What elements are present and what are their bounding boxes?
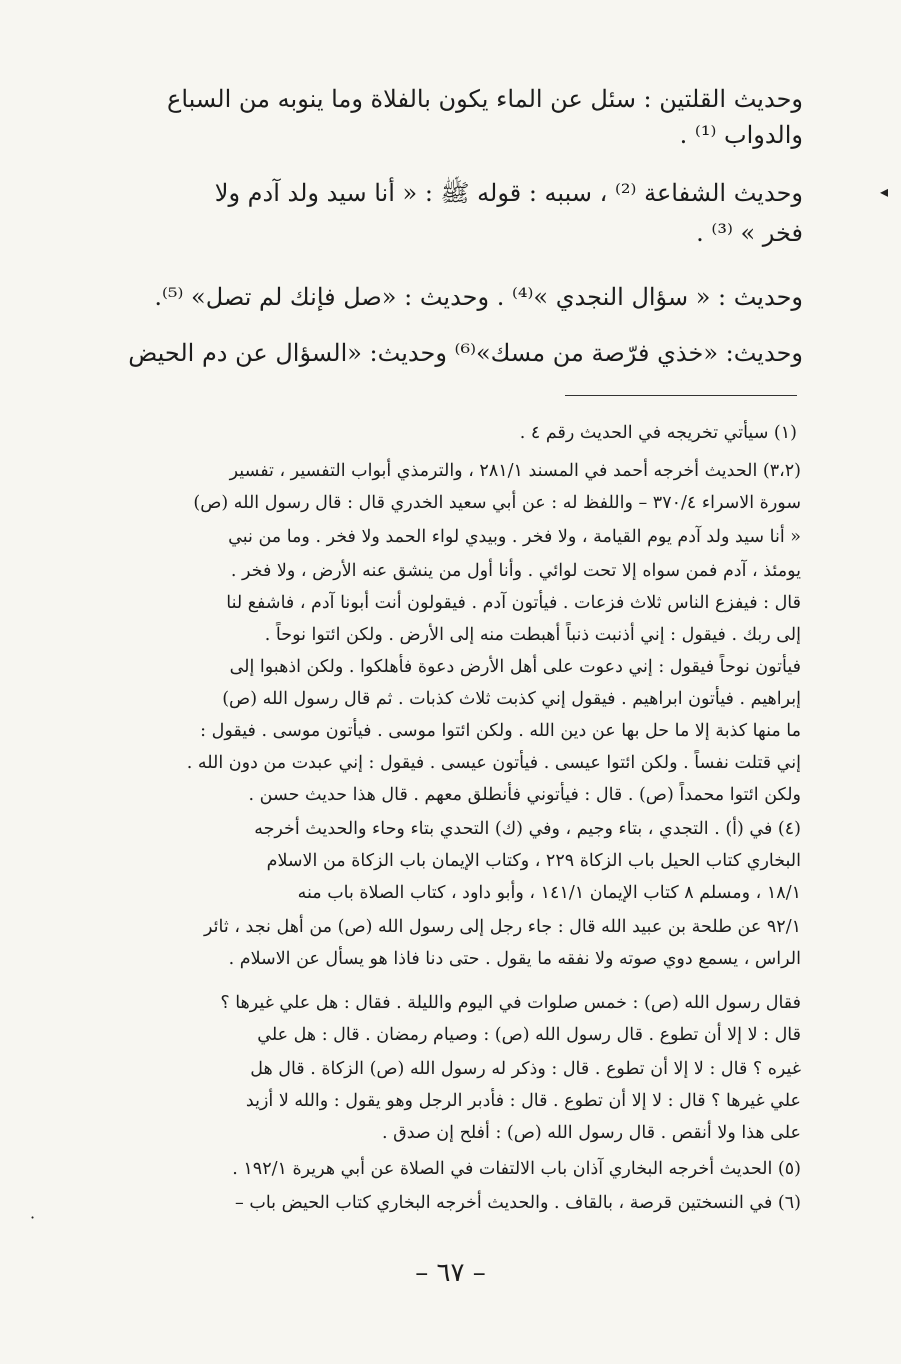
footnote-line: على هذا ولا أنقص . قال رسول الله (ص) : أفلح إن صدق . bbox=[381, 1123, 801, 1143]
footnote-line: (٥) الحديث أخرجه البخاري آذان باب الالتفات في الصلاة عن أبي هريرة ١٩٢/١ . bbox=[232, 1159, 801, 1179]
footnote-line: يومئذ ، آدم فمن سواه إلا تحت لوائي . وأنا أول من ينشق عنه الأرض ، ولا فخر . bbox=[230, 561, 801, 581]
footnote-line: غيره ؟ قال : لا إلا أن تطوع . قال : وذكر له رسول الله (ص) الزكاة . قال هل bbox=[250, 1059, 801, 1079]
footnote-line: (٦) في النسختين قرصة ، بالقاف . والحديث أخرجه البخاري كتاب الحيض باب – bbox=[235, 1193, 801, 1213]
footnote-line: (٣،٢) الحديث أخرجه أحمد في المسند ٢٨١/١ ، والترمذي أبواب التفسير ، تفسير bbox=[229, 461, 801, 481]
footnote-line: علي غيرها ؟ قال : لا إلا أن تطوع . قال : فأدبر الرجل وهو يقول : والله لا أزيد bbox=[245, 1091, 801, 1111]
footnote-line: البخاري كتاب الحيل باب الزكاة ٢٢٩ ، وكتاب الإيمان باب الزكاة من الاسلام bbox=[266, 851, 801, 871]
footnote-line: فيأتون نوحاً فيقول : إني دعوت على أهل الأرض دعوة فأهلكوا . ولكن اذهبوا إلى bbox=[229, 657, 801, 677]
footnote-line: ١٨/١ ، ومسلم ٨ كتاب الإيمان ١٤١/١ ، وأبو داود ، كتاب الصلاة باب منه bbox=[297, 883, 801, 903]
margin-mark: ◂ bbox=[880, 182, 889, 201]
footnote-line: سورة الاسراء ٣٧٠/٤ – واللفظ له : عن أبي سعيد الخدري قال : قال رسول الله (ص) bbox=[193, 493, 801, 513]
footnote-line: إلى ربك . فيقول : إني أذنبت ذنباً أهبطت منه إلى الأرض . ولكن ائتوا نوحاً . bbox=[264, 625, 801, 645]
main-text-line: فخر » ⁽³⁾ . bbox=[696, 219, 803, 247]
footnote-line: « أنا سيد ولد آدم يوم القيامة ، ولا فخر . وبيدي لواء الحمد ولا فخر . وما من نبي bbox=[228, 527, 801, 547]
footnote-line: قال : فيفزع الناس ثلاث فزعات . فيأتون آدم . فيقولون أنت أبونا آدم ، فاشفع لنا bbox=[226, 593, 801, 613]
footnote-line: فقال رسول الله (ص) : خمس صلوات في اليوم والليلة . فقال : هل علي غيرها ؟ bbox=[220, 993, 801, 1013]
footnote-line: ولكن ائتوا محمداً (ص) . قال : فيأتوني فأنطلق معهم . قال هذا حديث حسن . bbox=[248, 785, 801, 805]
footnote-line: ٩٢/١ عن طلحة بن عبيد الله قال : جاء رجل إلى رسول الله (ص) من أهل نجد ، ثائر bbox=[204, 917, 801, 937]
footnote-line: الراس ، يسمع دوي صوته ولا نفقه ما يقول . حتى دنا فاذا هو يسأل عن الاسلام . bbox=[228, 949, 801, 969]
footnote-line: (١) سيأتي تخريجه في الحديث رقم ٤ . bbox=[519, 423, 797, 443]
footnote-separator bbox=[565, 395, 797, 396]
main-text-line: وحديث: «خذي فرّصة من مسك»⁽⁶⁾ وحديث: «السؤال عن دم الحيض bbox=[128, 339, 803, 367]
margin-mark: · bbox=[30, 1208, 36, 1227]
page-number: – ٦٧ – bbox=[415, 1258, 486, 1288]
footnote-line: ما منها كذبة إلا ما حل بها عن دين الله . ولكن ائتوا موسى . فيأتون موسى . فيقول : bbox=[200, 721, 801, 741]
main-text-line: والدواب ⁽¹⁾ . bbox=[679, 121, 803, 149]
footnote-line: إبراهيم . فيأتون ابراهيم . فيقول إني كذبت ثلاث كذبات . ثم قال رسول الله (ص) bbox=[222, 689, 801, 709]
main-text-line: وحديث الشفاعة ⁽²⁾ ، سببه : قوله ﷺ : « أنا سيد ولد آدم ولا bbox=[214, 179, 803, 207]
footnote-line: إني قتلت نفساً . ولكن ائتوا عيسى . فيأتون عيسى . فيقول : إني عبدت من دون الله . bbox=[186, 753, 801, 773]
main-text-line: وحديث القلتين : سئل عن الماء يكون بالفلاة وما ينوبه من السباع bbox=[167, 85, 803, 113]
footnote-line: (٤) في (أ) . التجدي ، بتاء وجيم ، وفي (ك) التحدي بتاء وحاء والحديث أخرجه bbox=[254, 819, 801, 839]
footnote-line: قال : لا إلا أن تطوع . قال رسول الله (ص) : وصيام رمضان . قال : هل علي bbox=[257, 1025, 801, 1045]
main-text-line: وحديث : « سؤال النجدي »⁽⁴⁾ . وحديث : «صل فإنك لم تصل» ⁽⁵⁾. bbox=[154, 283, 803, 311]
